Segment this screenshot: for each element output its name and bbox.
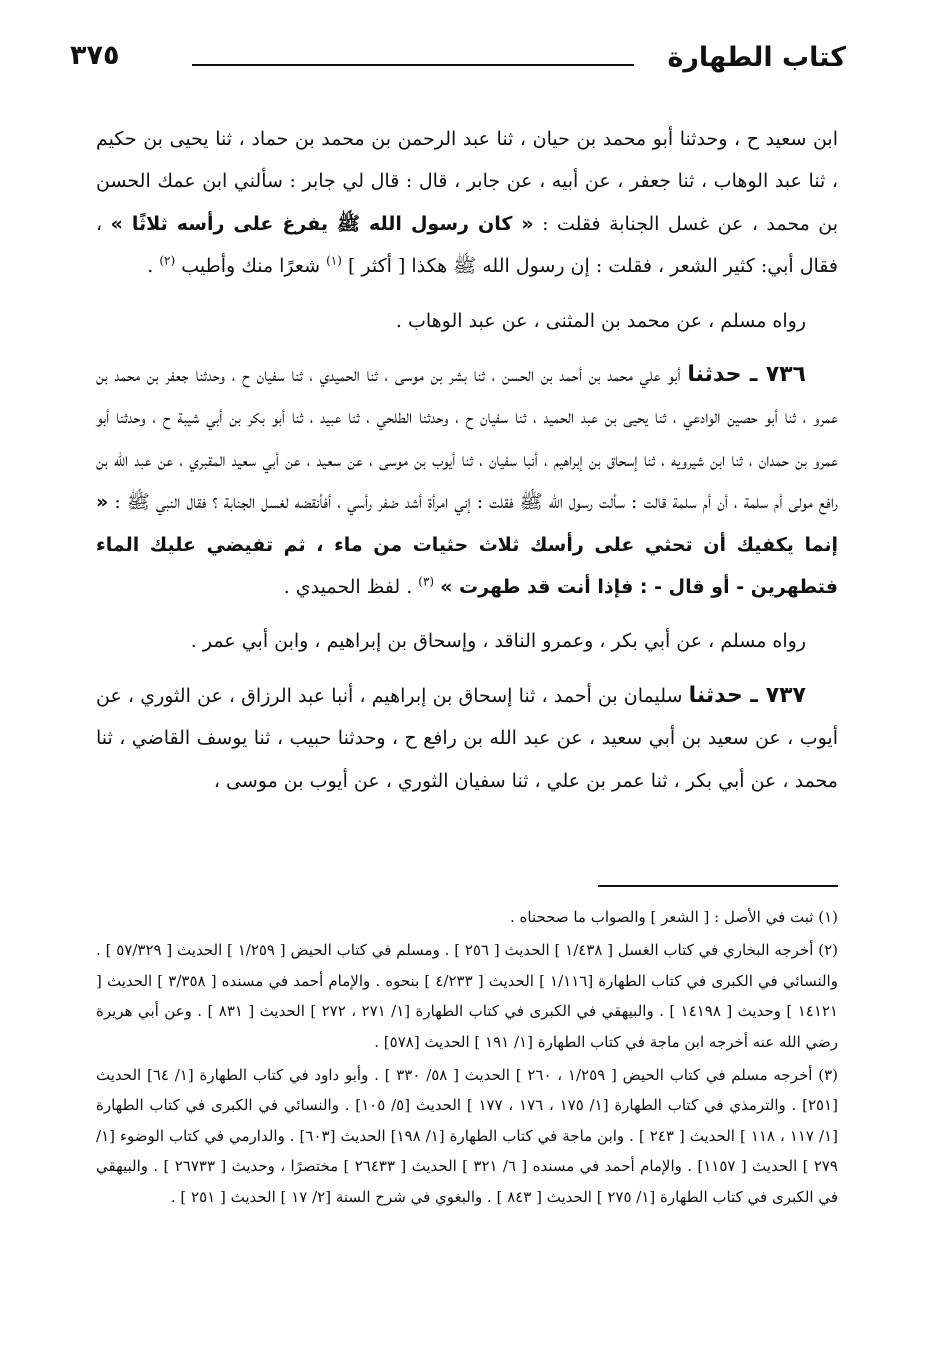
isnad-text: . لفظ الحميدي . bbox=[283, 576, 413, 599]
main-text bbox=[96, 118, 838, 802]
riwayah-note: رواه مسلم ، عن أبي بكر ، وعمرو الناقد ، وإسحاق بن إبراهيم ، وابن أبي عمر . bbox=[190, 630, 806, 653]
isnad-text: . bbox=[147, 255, 154, 278]
hadith-number: ٧٣٧ ـ حدثنا bbox=[688, 682, 806, 708]
isnad-text: أبو علي محمد بن أحمد بن الحسن ، ثنا بشر بن موسى ، ثنا الحميدي ، ثنا سفيان ح ، وحدثنا جعفر بن محمد بن عمرو ، ثنا أبو حصين الوادعي ، ثنا يحيى بن عبد الحميد ، ثنا سفيان ح ، وحدثنا الطلحي ، ثنا عبيد ، ثنا أبو بكر بن أبي شيبة ح ، وحدثنا أبو عمرو بن حمدان ، ثنا ابن شيرويه ، ثنا إسحاق بن إبراهيم ، أنبا سفيان ، ثنا أيوب بن موسى ، عن سعيد ، عن أبي سعيد المقبري ، عن عبد الله بن رافع مولى أم سلمة ، أن أم سلمة قالت : سألت رسول الله ﷺ فقلت : إني امرأة أشد ضفر رأسي ، أفأنقضه لغسل الجنابة ؟ فقال النبي ﷺ : bbox=[96, 364, 838, 514]
hadith-matn: « إنما يكفيك أن تحثي على رأسك ثلاث حثيات من ماء ، ثم تفيضي عليك الماء فتطهرين - أو قال - : فإذا أنت قد طهرت » bbox=[96, 491, 838, 599]
page-number: ٣٧٥ bbox=[70, 40, 120, 71]
isnad-text: سليمان بن أحمد ، ثنا إسحاق بن إبراهيم ، أنبا عبد الرزاق ، عن الثوري ، عن أيوب ، عن سعيد بن أبي سعيد ، عن عبد الله بن رافع ح ، وحدثنا حبيب ، ثنا يوسف القاضي ، ثنا محمد ، عن أبي بكر ، ثنا عمر بن علي ، ثنا سفيان الثوري ، عن أيوب بن موسى ، bbox=[96, 684, 838, 792]
footnotes bbox=[96, 902, 838, 1212]
hadith-matn: « كان رسول الله ﷺ يفرغ على رأسه ثلاثًا » bbox=[110, 212, 534, 235]
footnote-divider bbox=[598, 885, 838, 887]
page-header bbox=[70, 36, 846, 86]
hadith-737 bbox=[96, 675, 838, 802]
footnote-ref-2: (٢) bbox=[159, 253, 176, 268]
footnote-2: (٢) أخرجه البخاري في كتاب الغسل [ ١/٤٣٨ ] الحديث [ ٢٥٦ ] . ومسلم في كتاب الحيض [ ١/٢٥٩ ] الحديث [ ٥٧/٣٢٩ ] . والنسائي في الكبرى في كتاب الطهارة [١/١١٦ ] الحديث [ ٤/٢٣٣ ] بنحوه . والإمام أحمد في مسنده [ ٣/٣٥٨ ] الحديث [ ١٤١٢١ ] وحديث [ ١٤١٩٨ ] . والبيهقي في الكبرى في كتاب الطهارة [١/ ٢٧١ ، ٢٧٢ ] الحديث [ ٨٣١ ] . وعن أبي هريرة رضي الله عنه أخرجه ابن ماجة في كتاب الطهارة [١/ ١٩١ ] الحديث [٥٧٨] . bbox=[96, 941, 838, 1051]
chapter-title: كتاب الطهارة bbox=[667, 42, 846, 73]
isnad-text: ، فقال أبي: كثير الشعر ، فقلت : إن رسول الله ﷺ هكذا [ أكثر ] bbox=[96, 212, 838, 278]
footnote-ref-3: (٣) bbox=[418, 574, 435, 589]
hadith-number: ٧٣٦ ـ حدثنا bbox=[687, 362, 806, 388]
footnote-1: (١) ثبت في الأصل : [ الشعر ] والصواب ما صححناه . bbox=[510, 908, 838, 926]
isnad-text: ابن سعيد ح ، وحدثنا أبو محمد بن حيان ، ثنا عبد الرحمن بن محمد بن حماد ، ثنا يحيى بن حكيم ، ثنا عبد الوهاب ، ثنا جعفر ، عن أبيه ، عن جابر ، قال : قال لي جابر : سألني ابن عمك الحسن بن محمد ، عن غسل الجنابة فقلت : bbox=[96, 128, 838, 235]
footnote-ref-1: (١) bbox=[326, 253, 342, 268]
hadith-736 bbox=[96, 354, 838, 608]
header-rule bbox=[192, 64, 634, 66]
riwayah-note: رواه مسلم ، عن محمد بن المثنى ، عن عبد الوهاب . bbox=[395, 309, 806, 332]
isnad-text: شعرًا منك وأطيب bbox=[181, 255, 321, 278]
footnote-3: (٣) أخرجه مسلم في كتاب الحيض [ ١/٢٥٩ ، ٢٦٠ ] الحديث [ ٥٨/ ٣٣٠ ] . وأبو داود في كتاب الطهارة [١/ ٦٤] الحديث [٢٥١] . والترمذي في كتاب الطهارة [١/ ١٧٥ ، ١٧٦ ، ١٧٧ ] الحديث [٥/ ١٠٥] . والنسائي في الكبرى في كتاب الطهارة [١/ ١١٧ ، ١١٨ ] الحديث [ ٢٤٣ ] . وابن ماجة في كتاب الطهارة [١/ ١٩٨] الحديث [٦٠٣] . والدارمي في كتاب الوضوء [١/ ٢٧٩ ] الحديث [ ١١٥٧] . والإمام أحمد في مسنده [ ٦/ ٣٢١ ] الحديث [ ٢٦٤٣٣ ] مختصرًا ، وحديث [ ٢٦٧٣٣ ] . والبيهقي في الكبرى في كتاب الطهارة [١/ ٢٧٥ ] الحديث [ ٨٤٣ ] . والبغوي في شرح السنة [٢/ ١٧ ] الحديث [ ٢٥١ ] . bbox=[96, 1066, 838, 1206]
paragraph-isnad-continuation bbox=[96, 118, 838, 288]
